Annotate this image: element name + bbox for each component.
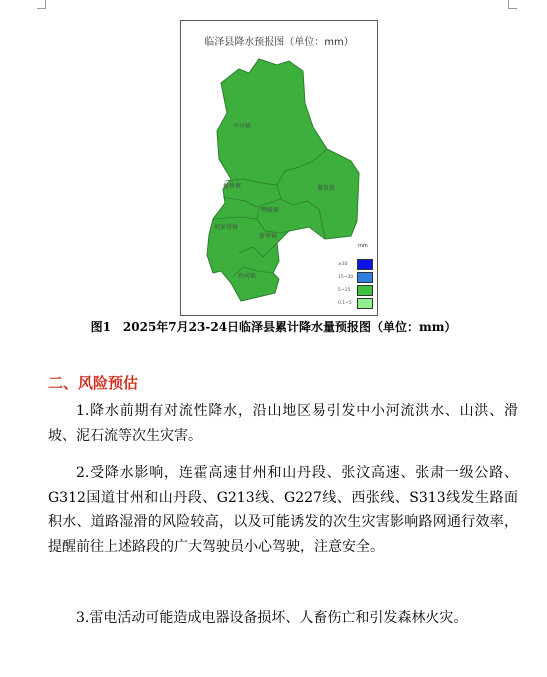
legend-label: 5~15 xyxy=(338,288,351,293)
legend-row xyxy=(338,272,378,284)
legend-row xyxy=(338,259,378,271)
legend-swatch xyxy=(357,285,373,296)
town-label-shahe: 沙河镇 xyxy=(238,273,257,280)
town-label-banqiao: 板桥镇 xyxy=(223,183,242,190)
town-label-nijiaying: 倪家营镇 xyxy=(214,224,239,231)
legend-row xyxy=(338,298,378,310)
legend-row xyxy=(338,285,378,297)
town-label-pingchuan: 平川镇 xyxy=(233,123,252,130)
county-region xyxy=(207,59,359,301)
risk-paragraph-2: 2.受降水影响，连霍高速甘州和山丹段、张汶高速、张肃一级公路、G312国道甘州和山丹段、G213线、G227线、西张线、S313线发生路面积水、道路湿滑的风险较高，以及可能诱发的次生灾害影响路网通行效率，提醒前往上述路段的广大驾驶员小心驾驶，注意安全。 xyxy=(48,465,518,555)
legend-label: 0.1~5 xyxy=(338,301,352,306)
risk-paragraph-3: 3.雷电活动可能造成电器设备损坏、人畜伤亡和引发森林火灾。 xyxy=(76,610,468,626)
page-corner-mark-right xyxy=(508,0,517,9)
town-label-xinhua: 新华镇 xyxy=(259,233,278,240)
page-corner-mark-left xyxy=(37,0,46,9)
legend-swatch xyxy=(357,259,373,270)
town-label-liaoquan: 蓼泉镇 xyxy=(317,185,336,192)
town-label-yanuan: 鸭暖镇 xyxy=(261,207,280,214)
legend-label: 15~30 xyxy=(338,275,354,280)
precipitation-map xyxy=(180,20,378,316)
legend-swatch xyxy=(357,272,373,283)
figure-caption: 图1 2025年7月23-24日临泽县累计降水量预报图（单位：mm） xyxy=(90,320,457,334)
legend-label: ≥30 xyxy=(338,262,348,267)
section-heading: 二、风险预估 xyxy=(48,374,139,392)
map-title: 临泽县降水预报图（单位：mm） xyxy=(204,37,354,48)
risk-paragraph-1: 1.降水前期有对流性降水，沿山地区易引发中小河流洪水、山洪、滑坡、泥石流等次生灾害。 xyxy=(48,403,518,444)
legend-title: mm xyxy=(358,243,368,249)
legend-swatch xyxy=(357,298,373,309)
